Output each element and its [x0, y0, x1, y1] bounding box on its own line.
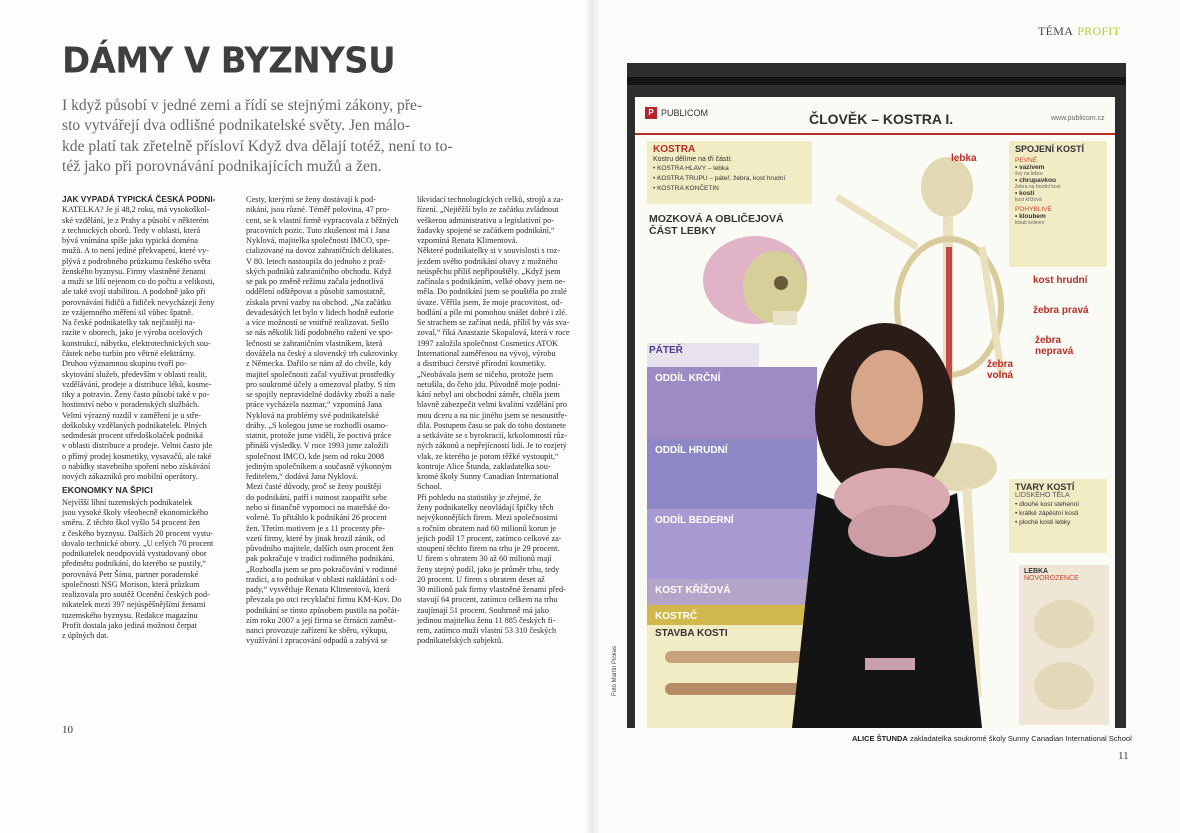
text-line: řízení. „Nejtěžší bylo ze začátku zvládnout: [417, 205, 559, 215]
text-line: žen. Třetím motivem je s 11 procenty pře-: [246, 523, 385, 533]
text-line: společnosti NSG Morison, která průzkum: [62, 579, 200, 589]
text-line: hodlání a píle mi pomohou snášet dobré i zlé.: [417, 307, 568, 317]
text-line: Nyklová na problémy své podnikatelské: [246, 410, 379, 420]
text-line: v oblasti distribuce a prodeje. Velmi často jde: [62, 441, 213, 451]
caption-text: zakladatelka soukromé školy Sunny Canadian International School: [909, 734, 1132, 743]
text-line: tiky a potravin. Ženy často působí také v po-: [62, 390, 210, 400]
text-line: realizovala pro soutěž Ocenění českých pod-: [62, 590, 210, 600]
text-line: veškerou administrativu a legislativní po-: [417, 215, 555, 225]
text-line: získala první vazby na obchod. „Na začátku: [246, 297, 391, 307]
text-column-2: [246, 195, 414, 647]
article-headline: DÁMY V BYZNYSU: [62, 40, 396, 82]
text-line: směru. Z těchto škol vyšlo 54 procent žen: [62, 518, 200, 528]
text-line: jediným společníkem a současně výkonným: [246, 461, 392, 471]
text-line: se nás několik lidí podobného ražení ve spo-: [246, 328, 393, 338]
text-line: dila. Postupem času se pak do toho dostanete: [417, 420, 566, 430]
lead-line: I když působí v jedné zemi a řídí se stejnými zákony, pře-: [62, 97, 423, 114]
tvary-heading: TVARY KOSTÍ: [1015, 482, 1075, 492]
text-line: ných zákonů a nepřejícností lidí. Je to rozjetý: [417, 441, 567, 451]
text-line: Při pohledu na statistiky je zřejmé, že: [417, 492, 541, 502]
text-line: nejvýkonnějších firem. Mezi společnostmi: [417, 513, 558, 523]
text-line: dovalo technické obory. „U celých 70 procent: [62, 538, 214, 548]
text-line: ředitelem,“ dodává Jana Nyklová.: [246, 472, 359, 482]
subheading: EKONOMKY NA ŠPICI: [62, 485, 153, 496]
text-line: hlavně zabezpečit velmi kvalitní vzdělání pro: [417, 400, 568, 410]
text-line: ale také svojí stabilitou. A podobně jako při: [62, 287, 206, 297]
text-line: konstrukcí, nábytku, elektrotechnických sou-: [62, 338, 211, 348]
text-line: jsou vysoké školy všeobecně ekonomického: [62, 507, 209, 517]
text-line: 1997 založila společnost Cosmetics ATOK: [417, 338, 558, 348]
text-line: Cesty, kterými se ženy dostávají k pod-: [246, 195, 376, 204]
text-line: stavují 64 procent, zatímco celkem na trhu: [417, 595, 558, 605]
tvary-item: • ploché kosti lebky: [1015, 519, 1071, 526]
text-line: a muži se liší nejenom co do počtu a velikosti,: [62, 277, 215, 287]
kostra-item: • KOSTRA KONČETIN: [653, 185, 719, 192]
text-line: o přímý prodej kosmetiky, vysavačů, ale také: [62, 451, 212, 461]
text-column-1: [62, 195, 230, 641]
text-line: cent, se k vlastní firmě vypracovala z běžných: [246, 215, 399, 225]
poster-rule: [635, 133, 1115, 135]
text-line: Nejvíšší líhní tuzemských podnikatelek: [62, 497, 193, 507]
text-line: porovnávání řidičů a řidiček nevycházejí ženy: [62, 297, 215, 307]
page-number-left: 10: [62, 724, 73, 736]
text-line: statnit, protože jsme viděli, že poctivá práce: [246, 431, 392, 441]
kostra-intro: Kostru dělíme na tři části:: [653, 156, 732, 163]
text-line: likvidací technologických celků, strojů a za-: [417, 195, 564, 204]
text-line: ských podniků zahraničního obchodu. Když: [246, 266, 392, 276]
kostra-item: • KOSTRA TRUPU – páteř, žebra, kost hrudní: [653, 175, 786, 182]
spojeni-note: žebra na hrudní kost: [1015, 184, 1061, 190]
lebka-box-heading-a: LEBKA: [1024, 568, 1048, 575]
text-line: pro soukromé účely a omezoval platby. S tím: [246, 379, 396, 389]
text-line: z českého byznysu. Dalších 20 procent vystu-: [62, 528, 213, 538]
text-line: 20 procent. U firem s obratem deset až: [417, 574, 545, 584]
text-line: mou dceru a na nic jiného jsem se nesousttře-: [417, 410, 568, 420]
text-line: jedinou majitelku ženu 11 885 českých fi-: [417, 615, 556, 625]
segment-bederni: ODDÍL BEDERNÍ: [647, 509, 817, 579]
article-lead: [62, 96, 482, 177]
text-line: ské vzdělání, je z Prahy a působí v některém: [62, 215, 209, 225]
segment-hrudni: ODDÍL HRUDNÍ: [647, 439, 817, 509]
text-line: devadesátých let bylo v lidech hodně euforie: [246, 307, 394, 317]
text-line: Velmi výrazný rozdíl v zaměření je u stře-: [62, 410, 202, 420]
lead-line: sto vytvářejí dva odlišné podnikatelské světy. Jen málo-: [62, 117, 411, 135]
text-line: práce vycházela nazmar,“ vzpomíná Jana: [246, 400, 382, 410]
text-line: převzala po otci recyklační firmu KM-Kov. Do: [246, 595, 402, 605]
text-line: o nabídky stavebního spoření nebo získávání: [62, 461, 211, 471]
stavba-heading: STAVBA KOSTI: [655, 628, 728, 639]
text-line: Některé podnikatelky si v souvislosti s roz-: [417, 246, 560, 256]
section-tag-tema: TÉMA: [1038, 24, 1074, 38]
spojeni-note: kost křížová: [1015, 197, 1042, 203]
text-line: a setkáváte se s byrokracií, krkolomností růz-: [417, 431, 568, 441]
text-line: a distribuci čerstvé přírodní kosmetiky.: [417, 359, 546, 369]
mozkova-line-2: ČÁST LEBKY: [649, 225, 717, 237]
text-line: se pak po změně režimu začala jednotlivá: [246, 277, 384, 287]
text-line: „Neobávala jsem se ničeho, protože jsem: [417, 369, 554, 379]
text-line: do podnikání, patří i nutnost zaopatřit sebe: [246, 492, 387, 502]
text-line: International zaměřenou na vývoj, výrobu: [417, 348, 556, 358]
spojeni-heading: SPOJENÍ KOSTÍ: [1015, 144, 1085, 154]
text-line: mužů. A to není jediné překvapení, které vy-: [62, 246, 209, 256]
text-line: dráhy. „S kolegou jsme se rozhodli osamo-: [246, 420, 388, 430]
text-line: zoval,“ říká Anastazie Skopalová, která v roce: [417, 328, 570, 338]
spojeni-note: kloub kolenní: [1015, 220, 1045, 226]
text-line: vzdělávání, prodeje a distribuce léků, kosme-: [62, 379, 212, 389]
text-line: vlak, ze kterého je potom těžké vystoupit,“: [417, 451, 559, 461]
text-line: nikatelek mezi 397 nejúspěšnějšími ženami: [62, 600, 206, 610]
poster-title: ČLOVĚK – KOSTRA I.: [809, 111, 954, 127]
segment-kostrc: KOSTRČ: [647, 605, 817, 625]
text-line: nikání, jsou různé. Téměř polovina, 47 pro-: [246, 205, 390, 215]
text-line: tradici, a to podnikat v oblasti nakládání s od-: [246, 574, 397, 584]
text-line: netušila, do čeho jdu. Původně moje podni-: [417, 379, 561, 389]
text-line: původního majitele, dalších osm procent žen: [246, 544, 394, 554]
article-photo: [627, 63, 1126, 728]
text-line: jejich podíl 17 procent, zatímco celkové za-: [417, 533, 562, 543]
text-line: doškolsky vzdělaných podnikatelek. Plných: [62, 420, 207, 430]
publicom-logo-icon: P: [645, 107, 657, 119]
text-line: JAK VYPADÁ TYPICKÁ ČESKÁ PODNI-: [62, 195, 216, 204]
text-line: nanci provozuje zařízení ke sběru, výkupu,: [246, 626, 388, 636]
text-line: neúspěchu příliš nepřipouštěly. „Když jsem: [417, 266, 561, 276]
text-line: „Rozhodla jsem se pro pokračování v rodinné: [246, 564, 398, 574]
text-line: úvaze. Věřila jsem, že moje pracovitost, od-: [417, 297, 563, 307]
text-line: U firem s obratem 30 až 60 milionů mají: [417, 554, 552, 564]
text-line: Se strachem se začínat nedá, příliš by vás sva-: [417, 318, 570, 328]
text-line: začínala s podnikáním, velké obavy jsem ne-: [417, 277, 566, 287]
lead-line: kde platí tak zřetelně přísloví Když dva dělají totéž, není to to-: [62, 137, 453, 155]
segment-krizova: KOST KŘÍŽOVÁ: [647, 579, 817, 605]
text-line: ze vzájemného měření sil vůbec špatně.: [62, 307, 194, 317]
text-line: 30 milionů pak firmy vlastněné ženami před-: [417, 585, 566, 595]
text-line: razíte v oborech, jako je výroba ocelových: [62, 328, 203, 338]
pater-heading: PÁTEŘ: [649, 345, 683, 356]
text-line: Druhou významnou skupinu tvoří po-: [62, 359, 187, 369]
poster-label-zebra-neprava: žebra nepravá: [1035, 335, 1074, 357]
text-line: podnikatelských subjektů.: [417, 636, 504, 646]
lebka-box-heading-b: NOVOROZENCE: [1024, 575, 1079, 582]
mozkova-line-1: MOZKOVÁ A OBLIČEJOVÁ: [649, 213, 784, 225]
text-line: zím roku 2007 a její firma se čtrnácti zaměst-: [246, 615, 396, 625]
text-line: Mezi časté důvody, proč se ženy pouštějí: [246, 482, 382, 492]
spojeni-item: • kostí: [1015, 190, 1035, 197]
text-line: kání nebyl ani obchodní záměr, chtěla jsem: [417, 390, 560, 400]
text-line: Nyklová, majitelka společnosti IMCO, spe-: [246, 236, 390, 246]
poster-label-zebra-prava: žebra pravá: [1033, 305, 1089, 316]
text-line: pak pokračuje v tradici rodinného podnikání.: [246, 554, 395, 564]
text-line: tuzemského byznysu. Redakce magazínu: [62, 610, 198, 620]
spojeni-box: [1009, 141, 1107, 267]
text-line: jezdem svého podnikání obavy z možného: [417, 256, 558, 266]
spojeni-item: • chrupavkou: [1015, 177, 1056, 184]
spine-gutter: [584, 0, 600, 833]
text-line: KATELKA? Je jí 48,2 roku, má vysokoškol-: [62, 205, 210, 215]
text-line: žadavky spojené se začátkem podnikání,“: [417, 225, 555, 235]
text-line: nových zákazníků pro mobilní operátory.: [62, 472, 198, 482]
text-line: Profit dostala jako jediná možnost čerpat: [62, 620, 197, 630]
text-line: z technických oborů. Tedy v oblasti, která: [62, 225, 201, 235]
photo-caption: [852, 734, 1132, 743]
text-line: V 80. letech nastoupila do jednoho z praž-: [246, 256, 386, 266]
poster-label-zebra-volna: žebra volná: [987, 359, 1014, 381]
tvary-item: • krátké zápěstní kosti: [1015, 510, 1079, 517]
spojeni-pevne: PEVNÉ: [1015, 157, 1038, 164]
spojeni-pohyblive: POHYBLIVÉ: [1015, 206, 1052, 213]
text-line: využívání i zpracování odpadů a zabývá se: [246, 636, 388, 646]
kostra-heading: KOSTRA: [653, 144, 696, 155]
text-line: hostinství nebo v poradenských službách.: [62, 400, 200, 410]
text-line: ženského byznysu. Firmy vlastněné ženami: [62, 266, 206, 276]
poster-label-lebka: lebka: [951, 153, 977, 164]
text-line: porovnává Petr Šíma, partner poradenské: [62, 569, 199, 579]
spojeni-item: • vazivem: [1015, 164, 1045, 171]
text-line: z Německa. Dařilo se nám až do chvíle, kdy: [246, 359, 392, 369]
text-line: podnikatelek neodpovídá vystudovaný obor: [62, 549, 207, 559]
poster-hanger-bar: [627, 77, 1126, 85]
text-line: se spojily nepravidelné dodávky zboží a naše: [246, 390, 395, 400]
photo-credit: Foto Martin Pinkas: [612, 645, 618, 696]
text-line: z úplných dat.: [62, 631, 109, 641]
text-line: stoupení těchto firem na trhu je 29 procent.: [417, 544, 560, 554]
poster-label-kost-hrudni: kost hrudní: [1033, 275, 1088, 286]
text-line: podnikání se tímto způsobem pustila na počát-: [246, 605, 400, 615]
tvary-item: • dlouhé kost stehenní: [1015, 501, 1080, 508]
text-line: rem, zatímco muži vlastní 53 310 českých: [417, 626, 557, 636]
woman-portrait-illustration: [757, 263, 1037, 728]
text-line: vzetí firmy, které by jinak hrozil zánik, od: [246, 533, 385, 543]
poster-brand-text: PUBLICOM: [661, 108, 709, 118]
lead-line: též jako při porovnávání podnikajících mužů a žen.: [62, 157, 382, 175]
caption-name: ALICE ŠTUNDA: [852, 734, 908, 743]
text-line: předmětu podnikání, do kterého se pustily,“: [62, 559, 207, 569]
text-line: cializované na dovoz zahraničních delikates.: [246, 246, 394, 256]
spojeni-note: švy na lebce: [1015, 171, 1043, 177]
page-number-right: 11: [1118, 750, 1129, 762]
text-line: volené. To přitáhlo k podnikání 26 procent: [246, 513, 387, 523]
text-line: měla. Do podnikání jsem se pouštěla po zralé: [417, 287, 567, 297]
poster-url: www.publicom.cz: [1051, 115, 1105, 122]
text-line: sedmdesát procent středoškolaček podniká: [62, 431, 203, 441]
section-tag: [1038, 24, 1120, 39]
text-line: zaujímají 51 procent. Souhrnně má jako: [417, 605, 549, 615]
spojeni-item: • kloubem: [1015, 213, 1046, 220]
text-line: s ročním obratem nad 60 milionů korun je: [417, 523, 557, 533]
tvary-sub: LIDSKÉHO TĚLA: [1015, 492, 1070, 499]
text-line: Na české podnikatelky tak nejčastěji na-: [62, 318, 196, 328]
text-line: lečnosti se zahraničním vlastníkem, která: [246, 338, 383, 348]
text-line: oddělení odštěpovat a působit samostatně,: [246, 287, 386, 297]
text-line: nebo si finančně vypomoci na mateřské do-: [246, 502, 390, 512]
text-line: plývá z podrobného průzkumu českého světa: [62, 256, 211, 266]
text-line: částek nebo turbín pro větrné elektrárny.: [62, 348, 196, 358]
text-line: majitel společnosti začal využívat prostředky: [246, 369, 395, 379]
text-line: vzpomíná Renata Klimentová.: [417, 236, 518, 246]
segment-krcni: ODDÍL KRČNÍ: [647, 367, 817, 439]
poster-brand: [645, 107, 708, 119]
text-line: a více možností se vnitřně realizovat. Sešlo: [246, 318, 389, 328]
text-line: společnost IMCO, kde jsem od roku 2008: [246, 451, 385, 461]
text-line: ženy podnikatelky neovládají špičky těch: [417, 502, 554, 512]
text-line: kromé školy Sunny Canadian International: [417, 472, 559, 482]
text-line: School.: [417, 482, 442, 492]
text-line: pracovních pozic. Tuto zkušenost má i Jana: [246, 225, 390, 235]
text-line: pady,“ vysvětluje Renata Klimentová, která: [246, 585, 390, 595]
section-tag-profit: PROFIT: [1077, 24, 1121, 38]
text-line: skytování služeb, především v oblasti realit,: [62, 369, 208, 379]
text-line: přináší výsledky. V roce 1993 jsme založili: [246, 441, 389, 451]
text-line: bývá vnímána spíše jako typická doména: [62, 236, 198, 246]
text-column-3: [417, 195, 585, 647]
text-line: kontruje Alice Štunda, zakladatelka sou-: [417, 461, 551, 471]
kostra-item: • KOSTRA HLAVY – lebka: [653, 165, 729, 172]
text-line: dovážela na český a slovenský trh cukrovinky: [246, 348, 398, 358]
text-line: ženy stejný podíl, jako je průměr trhu, tedy: [417, 564, 560, 574]
kostra-box: [647, 141, 812, 204]
